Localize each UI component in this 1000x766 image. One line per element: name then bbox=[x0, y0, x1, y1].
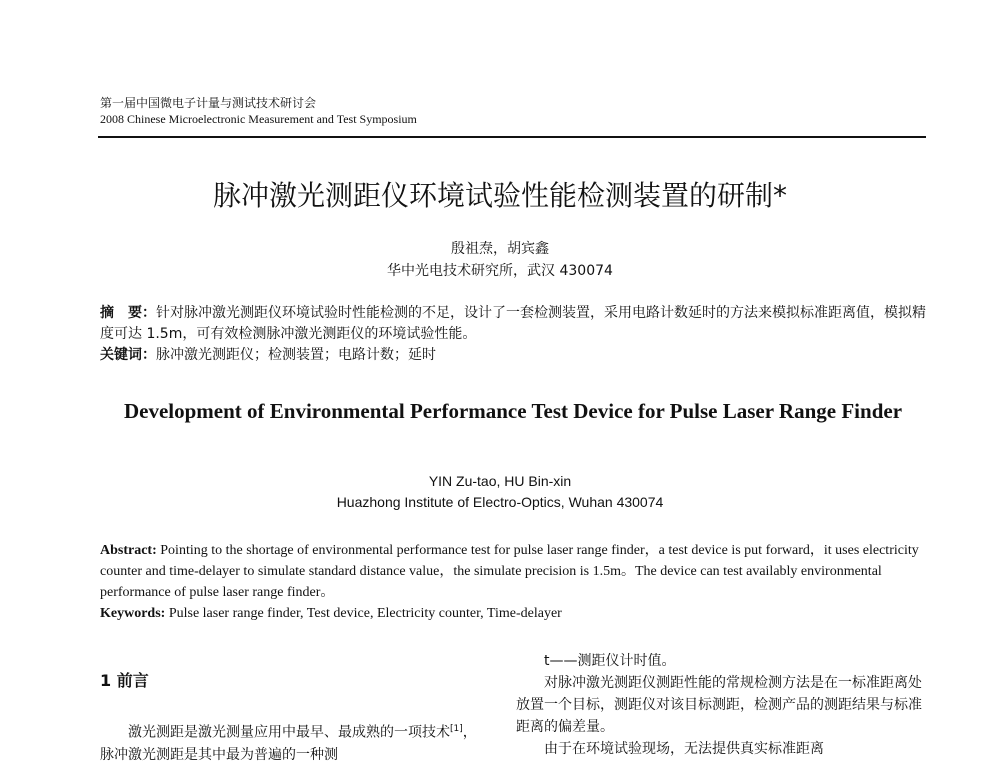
keywords-en bbox=[100, 603, 926, 624]
keywords-cn-label: 关键词： bbox=[100, 347, 156, 363]
conference-name-en: 2008 Chinese Microelectronic Measurement and Test Symposium bbox=[100, 112, 417, 126]
variable-definition: t——测距仪计时值。 bbox=[544, 653, 676, 669]
abstract-en-text: Pointing to the shortage of environmental performance test for pulse laser range finder，a test device is put forward，it uses electricity counter and time-delayer to simulate standard distance value，the simulate precision is 1.5m。The device can test availably environmental performance of pulse laser range finder。 bbox=[100, 543, 919, 600]
intro-text-b: ，脉冲激光测距是其中最为普遍的一种测 bbox=[100, 724, 477, 763]
abstract-cn-label: 摘 要： bbox=[100, 305, 156, 321]
abstract-en bbox=[100, 540, 926, 624]
affiliation-cn: 华中光电技术研究所，武汉 430074 bbox=[387, 263, 613, 279]
affiliation-en: Huazhong Institute of Electro-Optics, Wuhan 430074 bbox=[336, 494, 664, 510]
header-rule bbox=[98, 136, 926, 138]
authors-cn: 殷祖焘，胡宾鑫 bbox=[451, 241, 549, 257]
paper-title-cn: 脉冲激光测距仪环境试验性能检测装置的研制* bbox=[212, 179, 787, 212]
intro-paragraph bbox=[100, 718, 486, 766]
abstract-cn-paragraph bbox=[100, 303, 926, 345]
keywords-cn-text: 脉冲激光测距仪；检测装置；电路计数；延时 bbox=[156, 347, 436, 363]
body-right-column bbox=[516, 650, 926, 760]
conference-name-cn: 第一届中国微电子计量与测试技术研讨会 bbox=[100, 96, 317, 110]
authors-en: YIN Zu-tao, HU Bin-xin bbox=[428, 473, 572, 489]
section-heading-introduction: 1 前言 bbox=[100, 671, 149, 690]
abstract-cn bbox=[100, 303, 926, 366]
abstract-en-label: Abstract: bbox=[100, 543, 157, 558]
keywords-en-text: Pulse laser range finder, Test device, Electricity counter, Time-delayer bbox=[165, 606, 562, 621]
paper-title-en: Development of Environmental Performance Test Device for Pulse Laser Range Finder bbox=[123, 399, 903, 423]
intro-text-a: 激光测距是激光测量应用中最早、最成熟的一项技术 bbox=[128, 724, 450, 741]
right-paragraph-2: 由于在环境试验现场，无法提供真实标准距离 bbox=[544, 741, 824, 757]
keywords-en-label: Keywords: bbox=[100, 606, 166, 621]
body-left-column bbox=[100, 668, 486, 766]
abstract-cn-text: 针对脉冲激光测距仪环境试验时性能检测的不足，设计了一套检测装置，采用电路计数延时的方法来模拟标准距离值，模拟精度可达 1.5m，可有效检测脉冲激光测距仪的环境试验性能。 bbox=[100, 305, 926, 342]
abstract-en-paragraph bbox=[100, 540, 926, 603]
keywords-cn bbox=[100, 345, 926, 366]
right-paragraph-1: 对脉冲激光测距仪测距性能的常规检测方法是在一标准距离处放置一个目标，测距仪对该目标测距，检测产品的测距结果与标准距离的偏差量。 bbox=[516, 675, 922, 735]
citation-ref: [1] bbox=[450, 724, 463, 734]
